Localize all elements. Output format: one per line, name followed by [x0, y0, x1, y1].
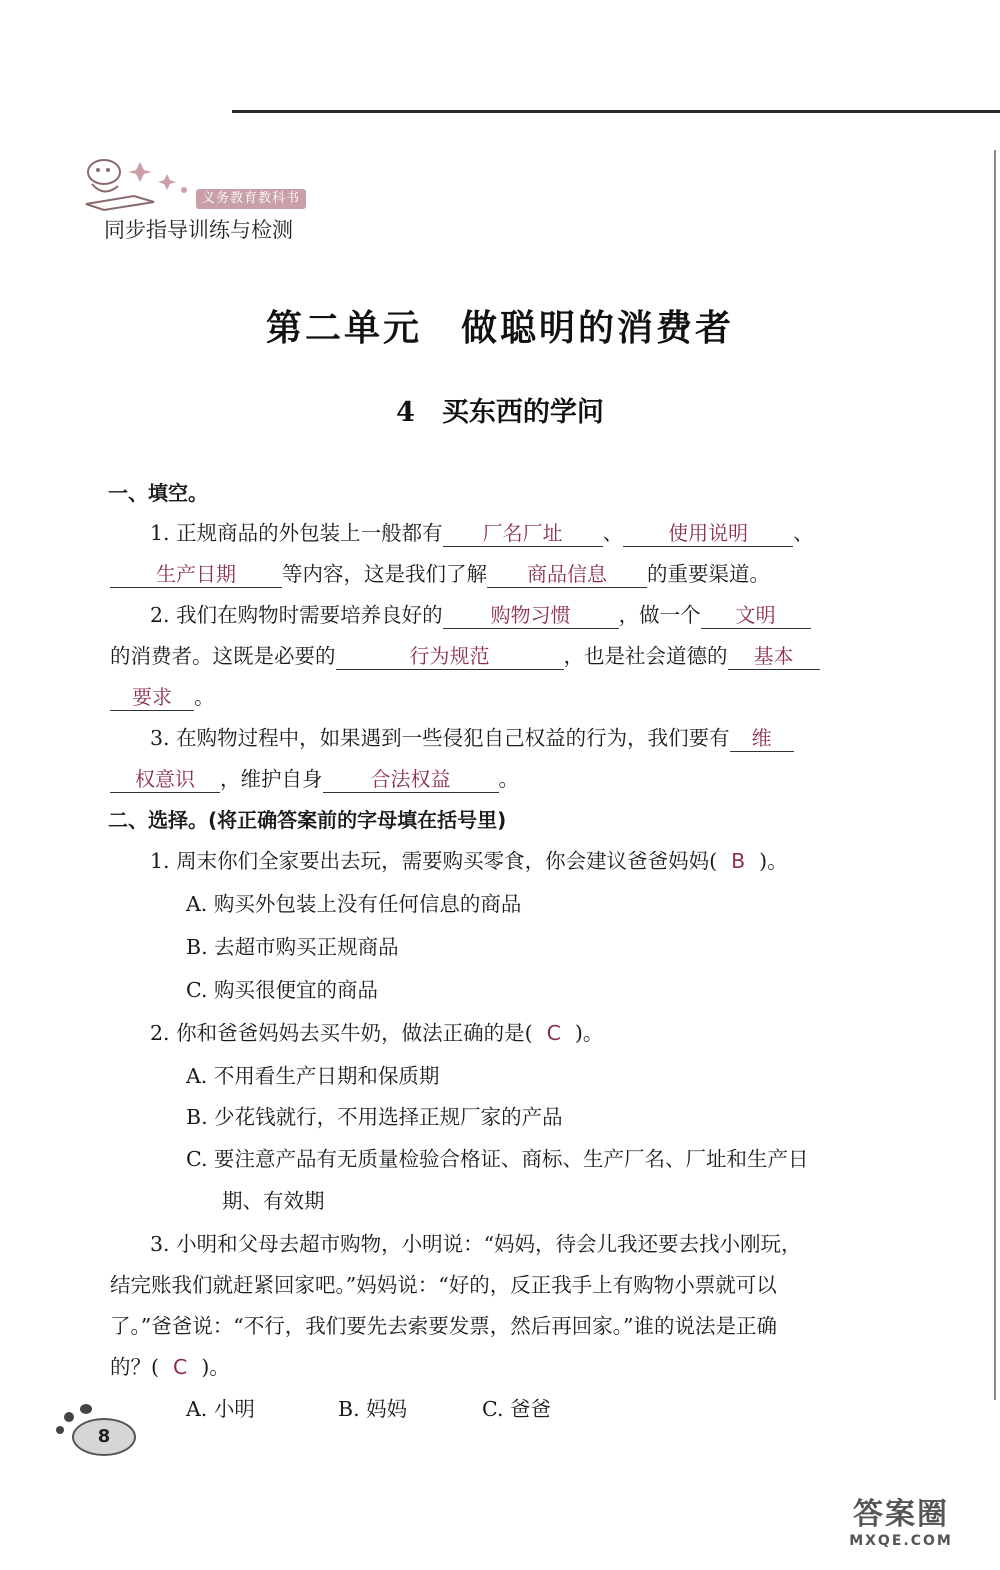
s2-q2-text: )。: [574, 1021, 604, 1045]
answer-blank: 要求: [110, 684, 194, 711]
header-rule: [232, 110, 1000, 113]
decor-dot: [64, 1412, 74, 1422]
answer-blank: 合法权益: [323, 766, 499, 793]
s2-q2-option-c: C. 要注意产品有无质量检验合格证、商标、生产厂名、厂址和生产日: [186, 1147, 809, 1171]
answer-blank: 基本: [728, 643, 820, 670]
s1-q2-text: 的消费者。这既是必要的: [110, 644, 336, 668]
s1-q1-text: 等内容，这是我们了解: [282, 562, 487, 586]
cartoon-boy-icon: [74, 150, 200, 216]
book-subtitle: 同步指导训练与检测: [104, 218, 293, 242]
s2-q1-stem: [150, 846, 788, 876]
s2-q3-option-c: C. 爸爸: [482, 1397, 551, 1421]
s1-q1-text: 的重要渠道。: [647, 562, 770, 586]
s1-q3-text: 。: [498, 767, 519, 791]
answer-blank: 生产日期: [110, 561, 282, 588]
s2-q2-text: 2. 你和爸爸妈妈去买牛奶，做法正确的是(: [150, 1021, 533, 1045]
page-number: 8: [72, 1418, 136, 1456]
s1-q3-text: 3. 在购物过程中，如果遇到一些侵犯自己权益的行为，我们要有: [150, 726, 730, 750]
answer-blank: 使用说明: [623, 520, 793, 547]
section2-heading: 二、选择。(将正确答案前的字母填在括号里): [108, 808, 507, 832]
s2-q2-option-c-cont: 期、有效期: [222, 1189, 325, 1213]
s2-q3-text: 的？(: [110, 1355, 159, 1379]
site-watermark: [806, 1498, 996, 1550]
s1-q2-text: 。: [194, 685, 215, 709]
unit-title: 第二单元 做聪明的消费者: [265, 308, 734, 349]
answer-blank: 文明: [701, 602, 811, 629]
s1-q2-line3: [110, 682, 215, 712]
s2-q3-line2: 结完账我们就赶紧回家吧。”妈妈说：“好的，反正我手上有购物小票就可以: [110, 1273, 777, 1297]
s1-q2-line2: [110, 641, 820, 671]
watermark-logo-text: 答案圈: [853, 1497, 949, 1532]
s1-q3-line1: [150, 723, 794, 753]
s1-q1-line2: [110, 559, 770, 589]
s2-q3-line1: 3. 小明和父母去超市购物，小明说：“妈妈，待会儿我还要去找小刚玩，: [150, 1232, 802, 1256]
s2-q3-line3: 了。”爸爸说：“不行，我们要先去索要发票，然后再回家。”谁的说法是正确: [110, 1314, 777, 1338]
lesson-title: 4 买东西的学问: [396, 397, 604, 428]
s2-q3-text: )。: [201, 1355, 230, 1379]
s2-q1-option-a: A. 购买外包装上没有任何信息的商品: [186, 892, 522, 916]
s2-q2-stem: [150, 1018, 603, 1048]
s2-q1-text: 1. 周末你们全家要出去玩，需要购买零食，你会建议爸爸妈妈(: [150, 849, 718, 873]
answer-blank: 商品信息: [487, 561, 647, 588]
s1-q2-text: 2. 我们在购物时需要培养良好的: [150, 603, 443, 627]
decor-dot: [80, 1404, 92, 1414]
s1-q1-text: 1. 正规商品的外包装上一般都有: [150, 521, 443, 545]
watermark-url: MXQE.COM: [849, 1533, 953, 1549]
s1-q2-text: ，做一个: [618, 603, 701, 627]
answer-blank: 维: [730, 725, 794, 752]
choice-answer: C: [546, 1021, 561, 1045]
s2-q3-line4: [110, 1352, 230, 1382]
s1-q1-text: 、: [602, 521, 624, 545]
s1-q2-text: ，也是社会道德的: [563, 644, 728, 668]
answer-blank: 权意识: [110, 766, 220, 793]
s2-q3-option-a: A. 小明: [186, 1397, 255, 1421]
s1-q1-text: 、: [793, 521, 814, 545]
s2-q1-option-b: B. 去超市购买正规商品: [186, 935, 399, 959]
s2-q3-option-b: B. 妈妈: [338, 1397, 408, 1421]
s2-q2-option-a: A. 不用看生产日期和保质期: [186, 1064, 440, 1088]
s1-q1-line1: [150, 518, 814, 548]
answer-blank: 厂名厂址: [443, 520, 603, 547]
s1-q3-line2: [110, 764, 519, 794]
answer-blank: 购物习惯: [443, 602, 619, 629]
section1-heading: 一、填空。: [108, 481, 208, 505]
s1-q3-text: ，维护自身: [220, 767, 323, 791]
answer-blank: 行为规范: [336, 643, 564, 670]
series-name-banner: 义务教育教科书: [196, 189, 306, 209]
s2-q2-option-b: B. 少花钱就行，不用选择正规厂家的产品: [186, 1105, 563, 1129]
s1-q2-line1: [150, 600, 811, 630]
choice-answer: B: [731, 849, 746, 873]
s2-q1-text: )。: [759, 849, 788, 873]
s2-q1-option-c: C. 购买很便宜的商品: [186, 978, 378, 1002]
decor-dot: [56, 1426, 64, 1434]
choice-answer: C: [173, 1355, 188, 1379]
